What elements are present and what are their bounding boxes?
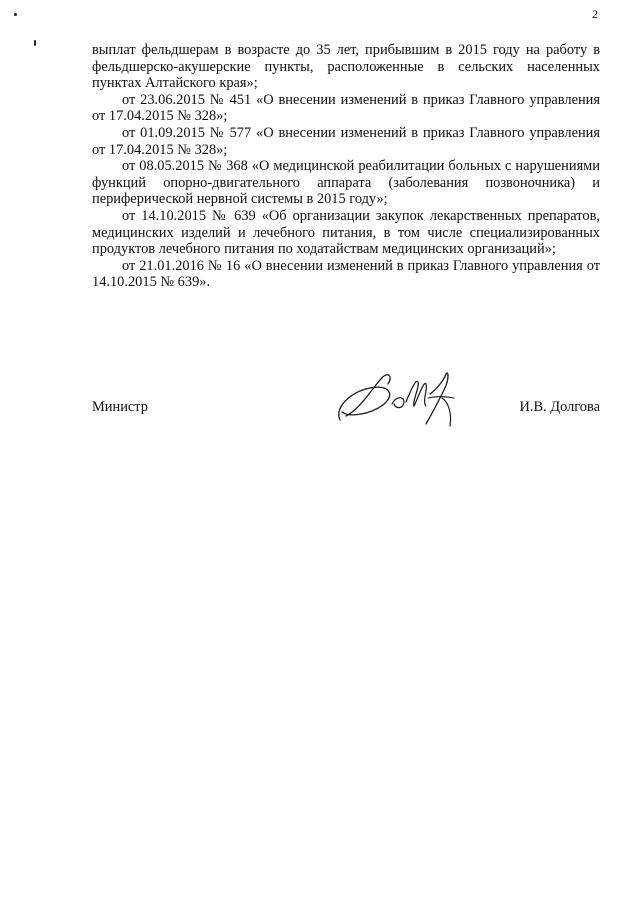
signature-block <box>92 395 600 425</box>
scan-tick-mark <box>34 40 36 46</box>
document-body <box>92 42 600 291</box>
paragraph-continuation: выплат фельдшерам в возрасте до 35 лет, прибывшим в 2015 году на работу в фельдшерско-акушерские пункты, расположенные в сельских населенных пунктах Алтайского края»; <box>92 42 600 92</box>
paragraph-order-639: от 14.10.2015 № 639 «Об организации закупок лекарственных препаратов, медицинских изделий и лечебного питания, в том числе специализированных продуктов лечебного питания по ходатайствам медицинских организаций»; <box>92 207 600 258</box>
page-number: 2 <box>592 7 598 21</box>
paragraph-order-16: от 21.01.2016 № 16 «О внесении изменений в приказ Главного управления от 14.10.2015 № 639». <box>92 257 600 291</box>
paragraph-order-451: от 23.06.2015 № 451 «О внесении изменений в приказ Главного управления от 17.04.2015 № 328»; <box>92 91 600 125</box>
handwritten-signature <box>332 368 482 430</box>
paragraph-order-577: от 01.09.2015 № 577 «О внесении изменений в приказ Главного управления от 17.04.2015 № 328»; <box>92 124 600 158</box>
signatory-name: И.В. Долгова <box>519 399 600 415</box>
signatory-title: Министр <box>92 399 148 415</box>
scan-dot-mark <box>14 13 17 16</box>
paragraph-order-368: от 08.05.2015 № 368 «О медицинской реабилитации больных с нарушениями функций опорно-двигательного аппарата (заболевания позвоночника) и периферической нервной системы в 2015 году»; <box>92 158 600 208</box>
